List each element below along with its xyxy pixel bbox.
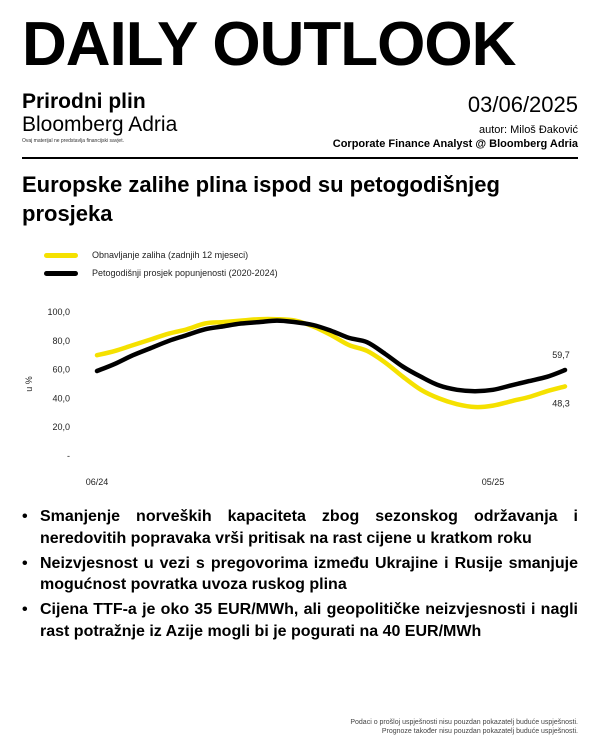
legend-label-black: Petogodišnji prosjek popunjenosti (2020-2024) [92,268,278,278]
y-tick-label: 40,0 [52,393,70,404]
key-point [22,506,578,550]
bullet-dot-icon: • [22,554,28,572]
key-point [22,553,578,597]
y-tick-label: - [67,451,70,461]
key-point [22,599,578,643]
footer-disclaimer [350,718,578,737]
bullet-dot-icon: • [22,508,28,525]
brand-label: Bloomberg Adria [22,113,178,136]
series-line-five-year-average [97,321,565,392]
publish-date: 03/06/2025 [467,92,578,117]
key-points-list [22,506,578,646]
disclaimer-note: Ovaj materijal ne predstavlja financijski savjet. [22,138,124,144]
legend-swatch-yellow [44,253,78,258]
chart-legend [44,246,278,282]
author-line: autor: Miloš Đaković [478,124,578,136]
x-tick-label: 05/25 [481,477,505,487]
legend-item-yellow [44,246,278,264]
topic-label: Prirodni plin [22,90,146,113]
legend-label-yellow: Obnavljanje zaliha (zadnjih 12 mjeseci) [92,250,249,260]
y-axis-label: u % [24,376,34,392]
legend-item-black [44,264,278,282]
masthead-title: DAILY OUTLOOK [22,10,516,79]
key-point-text: Cijena TTF-a je oko 35 EUR/MWh, ali geopolitičke neizvjesnosti i nagli rast potražnje iz Azije mogli bi je pogurati na 40 EUR/MWh [40,601,578,640]
data-label-restocking-end: 48,3 [552,398,570,409]
legend-swatch-black [44,271,78,276]
author-role: Corporate Finance Analyst @ Bloomberg Adria [332,138,578,150]
y-tick-label: 60,0 [52,364,70,375]
footer-line: Podaci o prošloj uspješnosti nisu pouzdan pokazatelj buduće uspješnosti. [350,719,578,726]
y-tick-label: 20,0 [52,422,70,433]
bullet-dot-icon: • [22,601,28,618]
y-tick-label: 80,0 [52,335,70,346]
data-label-five-year-end: 59,7 [552,350,570,361]
key-point-text: Neizvjesnost u vezi s pregovorima između Ukrajine i Rusije smanjuje mogućnost povratka uvoza ruskog plina [40,554,578,594]
header-divider [22,157,578,159]
headline: Europske zalihe plina ispod su petogodišnjeg prosjeka [22,172,500,227]
y-tick-label: 100,0 [47,307,70,317]
footer-line: Prognoze također nisu pouzdan pokazatelj buduće uspješnosti. [381,728,578,736]
gas-storage-line-chart [0,290,600,490]
key-point-text: Smanjenje norveških kapaciteta zbog sezonskog održavanja i neredovitih popravaka vrši pritisak na rast cijene u kratkom roku [40,508,578,547]
x-tick-label: 06/24 [85,477,109,487]
